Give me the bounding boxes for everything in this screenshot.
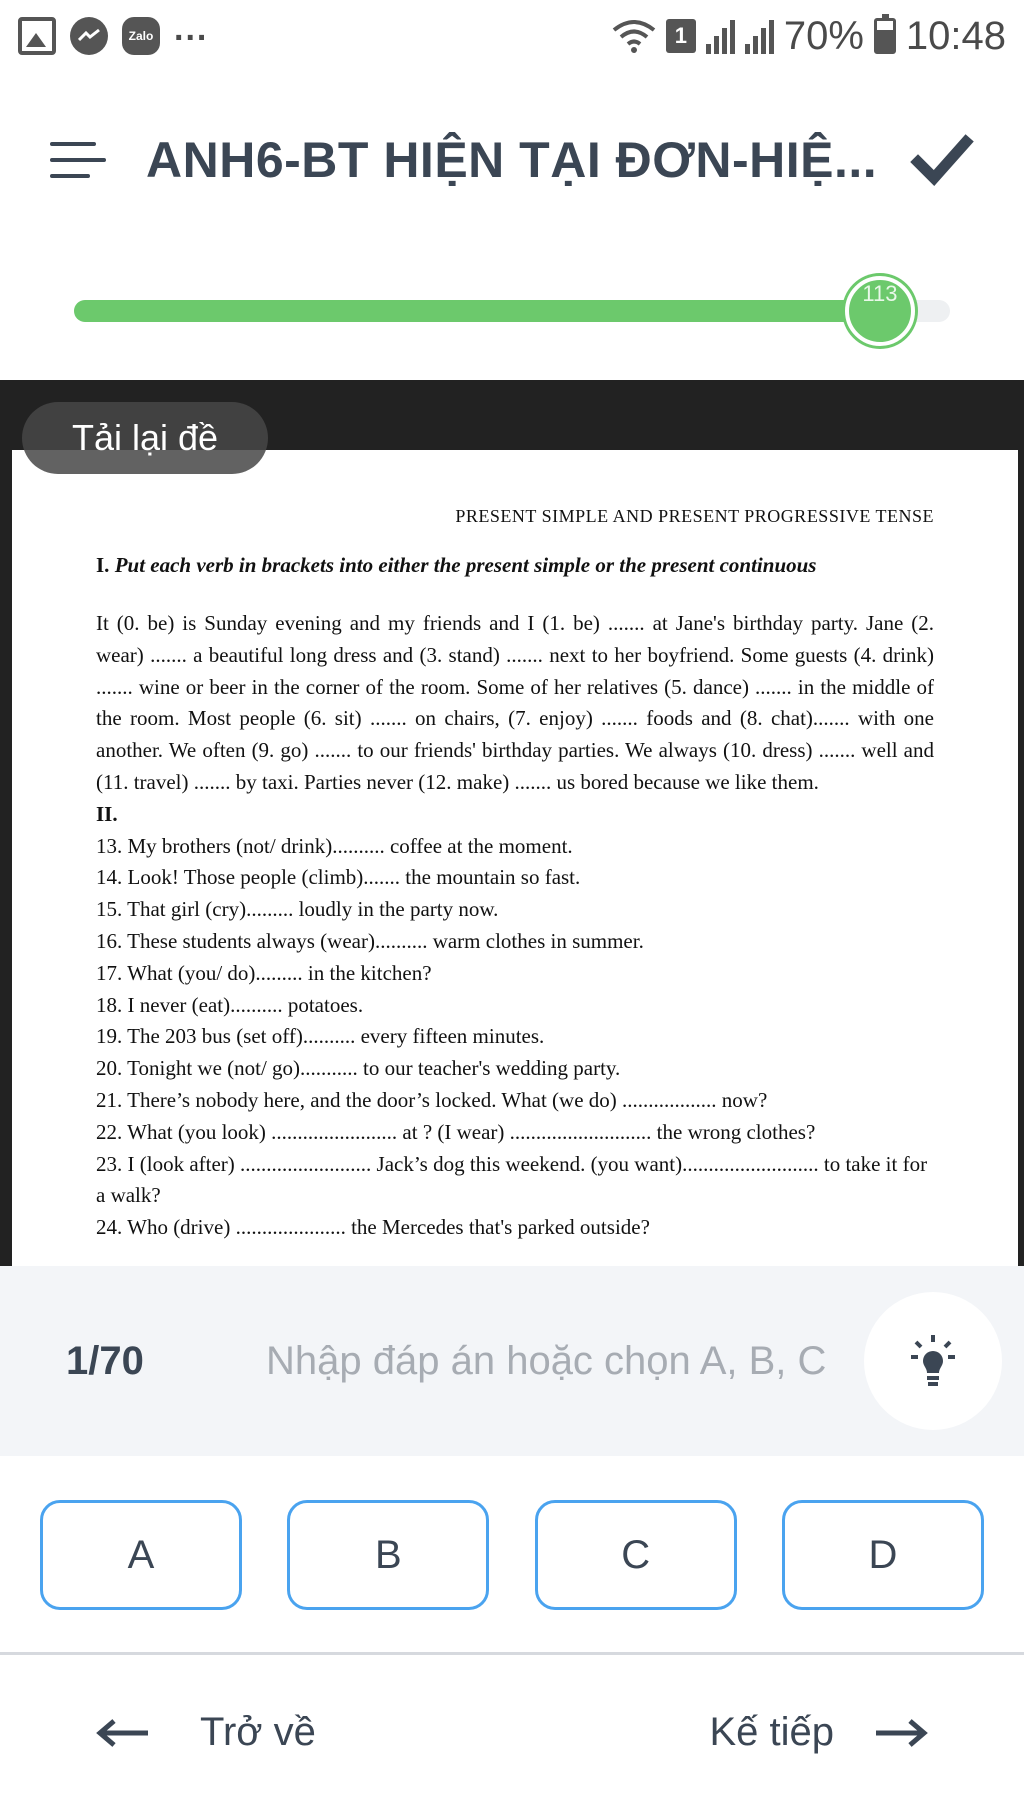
menu-icon[interactable]: [50, 138, 106, 182]
section-2-number: II.: [96, 801, 118, 826]
exercise-item: 22. What (you look) ........................ at ? (I wear) ........................... the wrong clothes?: [96, 1119, 816, 1144]
option-a-button[interactable]: A: [40, 1500, 242, 1610]
exercise-item: 23. I (look after) ......................... Jack’s dog this weekend. (you want).......................... to take it for a walk?: [96, 1151, 928, 1208]
more-notifications: ...: [174, 9, 209, 48]
system-indicators: [612, 14, 1006, 59]
messenger-icon: [70, 17, 108, 55]
next-button[interactable]: [709, 1710, 928, 1755]
answer-input[interactable]: [266, 1326, 826, 1396]
app-header: [0, 100, 1024, 220]
checkmark-icon[interactable]: [910, 128, 974, 192]
option-d-button[interactable]: D: [782, 1500, 984, 1610]
signal-icon: [706, 18, 735, 54]
arrow-right-icon: [874, 1718, 928, 1748]
exercise-paragraph: It (0. be) is Sunday evening and my friends and I (1. be) ....... at Jane's birthday party. Jane (2. wear) ....... a beautiful long dress and (3. stand) ....... next to her boyfriend. Some guests (4. drink) ....... wine or beer in the corner of the room. Some of her relatives (5. dance) ....... in the middle of the room. Most people (6. sit) ....... on chairs, (7. enjoy) ....... foods and (8. chat)....... with one another. We often (9. go) ....... to our friends' birthday parties. We always (10. dress) ....... well and (11. travel) ....... by taxi. Parties never (12. make) ....... us bored because we like them.: [96, 611, 934, 794]
document-heading: PRESENT SIMPLE AND PRESENT PROGRESSIVE TENSE: [455, 506, 934, 526]
exercise-item: 21. There’s nobody here, and the door’s locked. What (we do) .................. now?: [96, 1087, 768, 1112]
bottom-navigation: [0, 1680, 1024, 1800]
exercise-item: 19. The 203 bus (set off).......... every fifteen minutes.: [96, 1024, 545, 1049]
exercise-item: 15. That girl (cry)......... loudly in the party now.: [96, 897, 499, 922]
gallery-icon: [18, 17, 56, 55]
exercise-item: 16. These students always (wear).......... warm clothes in summer.: [96, 928, 644, 953]
sim-slot-badge: 1: [666, 19, 696, 53]
question-counter: 1/70: [66, 1338, 144, 1383]
exercise-item: 20. Tonight we (not/ go)........... to our teacher's wedding party.: [96, 1056, 621, 1081]
page-title: ANH6-BT HIỆN TẠI ĐƠN-HIỆ...: [146, 132, 878, 188]
exercise-list: [96, 831, 934, 1244]
back-label: Trở về: [200, 1710, 316, 1754]
exercise-item: 17. What (you/ do)......... in the kitchen?: [96, 960, 432, 985]
document-viewer[interactable]: [0, 380, 1024, 1266]
hint-button[interactable]: [864, 1292, 1002, 1430]
battery-percent: 70%: [783, 13, 864, 58]
exercise-item: 18. I never (eat).......... potatoes.: [96, 992, 364, 1017]
exercise-item: 14. Look! Those people (climb)....... the mountain so fast.: [96, 865, 581, 890]
progress-knob[interactable]: 113: [845, 276, 915, 346]
notification-icons: [18, 9, 209, 55]
arrow-left-icon: [96, 1718, 150, 1748]
clock: 10:48: [905, 13, 1006, 58]
answer-bar: [0, 1266, 1024, 1456]
status-bar: [0, 0, 1024, 72]
next-label: Kế tiếp: [709, 1710, 834, 1754]
section-1-title: Put each verb in brackets into either the present simple or the present continuous: [114, 553, 817, 577]
back-button[interactable]: [96, 1710, 316, 1755]
exercise-item: 13. My brothers (not/ drink).......... coffee at the moment.: [96, 833, 573, 858]
battery-icon: [874, 18, 896, 54]
option-b-button[interactable]: B: [287, 1500, 489, 1610]
answer-options: [40, 1500, 984, 1610]
section-1-number: I.: [96, 553, 110, 577]
wifi-icon: [612, 18, 656, 54]
option-c-button[interactable]: C: [535, 1500, 737, 1610]
signal-icon-2: [745, 18, 774, 54]
progress-fill: [74, 300, 880, 322]
progress-track[interactable]: [74, 281, 950, 322]
divider: [0, 1652, 1024, 1655]
exercise-item: 24. Who (drive) ..................... the Mercedes that's parked outside?: [96, 1215, 650, 1240]
zalo-icon: Zalo: [122, 17, 160, 55]
document-page: [12, 450, 1018, 1266]
section-1-instruction: [96, 553, 934, 578]
lightbulb-icon: [905, 1333, 961, 1389]
reload-button[interactable]: Tải lại đề: [22, 402, 268, 474]
